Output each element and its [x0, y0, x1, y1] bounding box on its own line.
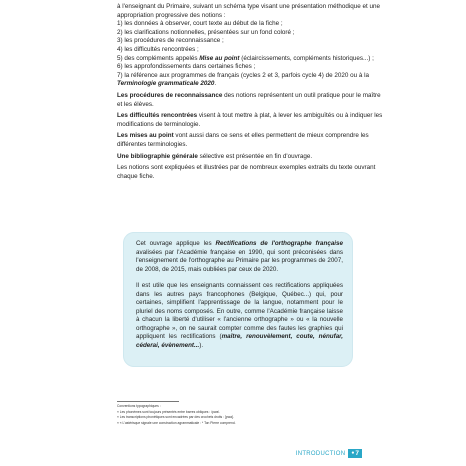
bullet-icon: ●: [351, 450, 355, 456]
page-footer: [296, 449, 362, 458]
footnote-rule: [117, 401, 179, 402]
paragraph-biblio: [117, 153, 387, 162]
item5-after: (éclaircissements, compléments historiques...) ;: [239, 54, 374, 62]
biblio-bold: Une bibliographie générale: [117, 152, 198, 160]
list-item-2: 2) les clarifications notionnelles, présentées sur un fond coloré ;: [117, 28, 295, 36]
list-item-3: 3) les procédures de reconnaissance ;: [117, 37, 224, 45]
list-item-7: [117, 72, 387, 89]
list-item-1: 1) les données à observer, court texte au début de la fiche ;: [117, 20, 283, 28]
box-p2-start: Il est utile que les enseignants connaissent ces rectifications appliquées dans les autres pays francophones (Belgique, Québec...) qui, pour certaines, simplifient l'apprentissage de la langue, notamment pour le pluriel des noms composés. En outre, comme l'Académie française laisse à chacun la liberté d'utiliser « l'ancienne orthographe » ou « la nouvelle orthographe », on ne saurait compter comme des fautes les graphies qui appliquent les rectifications (: [136, 282, 343, 341]
biblio-rest: sélective est présentée en fin d'ouvrage.: [197, 152, 313, 160]
procedures-rest: des notions représentent un outil pratique pour le maître et les élèves.: [117, 91, 381, 108]
box-paragraph-2: [136, 282, 343, 350]
box-paragraph-1: [136, 240, 343, 274]
item7-term: Terminologie grammaticale 2020: [117, 80, 215, 88]
main-text: [117, 3, 387, 181]
mises-rest: vont aussi dans ce sens et elles permettent de mieux comprendre les différentes terminologies.: [117, 132, 369, 148]
section-label: INTRODUCTION: [295, 450, 346, 457]
item7-after: .: [214, 80, 217, 88]
page-number: 7: [355, 450, 359, 457]
box-p2-end: ).: [199, 342, 204, 350]
box-p1-end: avalisées par l'Académie française en 1990, qui sont préconisées dans l'enseignement de l'orthographe au Primaire par les programmes de 2007, de 2008, de 2015, mais oubliées par ceux de 2020.: [136, 248, 343, 273]
footnote-item-2: « Les transcriptions phonétiques sont encadrées par des crochets droits : [pwa].: [117, 415, 234, 420]
paragraph-difficultes: [117, 112, 387, 129]
box-p2-examples: maître, renouvèlement, coute, nénufar, céderai, évènement...: [136, 333, 343, 350]
mises-bold: Les mises au point: [117, 132, 174, 140]
list-item-4: 4) les difficultés rencontrées ;: [117, 45, 199, 53]
paragraph-notions: Les notions sont expliquées et illustrées par de nombreux exemples extraits du texte ouvrant chaque fiche.: [117, 164, 376, 180]
paragraph-procedures: [117, 92, 387, 109]
rectifications-box: [123, 232, 353, 367]
intro-line: à l'enseignant du Primaire, suivant un schéma type visant une présentation méthodique et une appropriation progressive des notions :: [117, 3, 381, 19]
item5-before: 5) des compléments appelés: [117, 54, 200, 62]
footnote-item-1: « Les phonèmes sont toujours présentés entre barres obliques : /pwa/.: [117, 409, 220, 414]
box-p1-start: Cet ouvrage applique les: [136, 240, 216, 247]
paragraph-mises: [117, 132, 387, 149]
page-number-badge: [348, 449, 362, 458]
item7-before: 7) la référence aux programmes de français (cycles 2 et 3, parfois cycle 4) de 2020 ou à la: [117, 71, 370, 79]
difficultes-rest: visent à tout mettre à plat, à lever les ambiguïtés ou à indiquer les modifications de terminologie.: [117, 112, 383, 128]
list-item-5: [117, 55, 387, 64]
box-p1-term: Rectifications de l'orthographe française: [215, 240, 343, 247]
procedures-bold: Les procédures de reconnaissance: [117, 91, 223, 99]
footnote-item-3: « « L'astérisque signale une construction agrammaticale : * Ton Pierre comprend.: [117, 420, 236, 425]
list-item-6: 6) les approfondissements dans certaines fiches ;: [117, 63, 256, 71]
item5-term: Mise au point: [199, 54, 240, 62]
footnotes: [117, 401, 337, 426]
footnote-title: Conventions typographiques :: [117, 404, 161, 408]
difficultes-bold: Les difficultés rencontrées: [117, 112, 198, 120]
